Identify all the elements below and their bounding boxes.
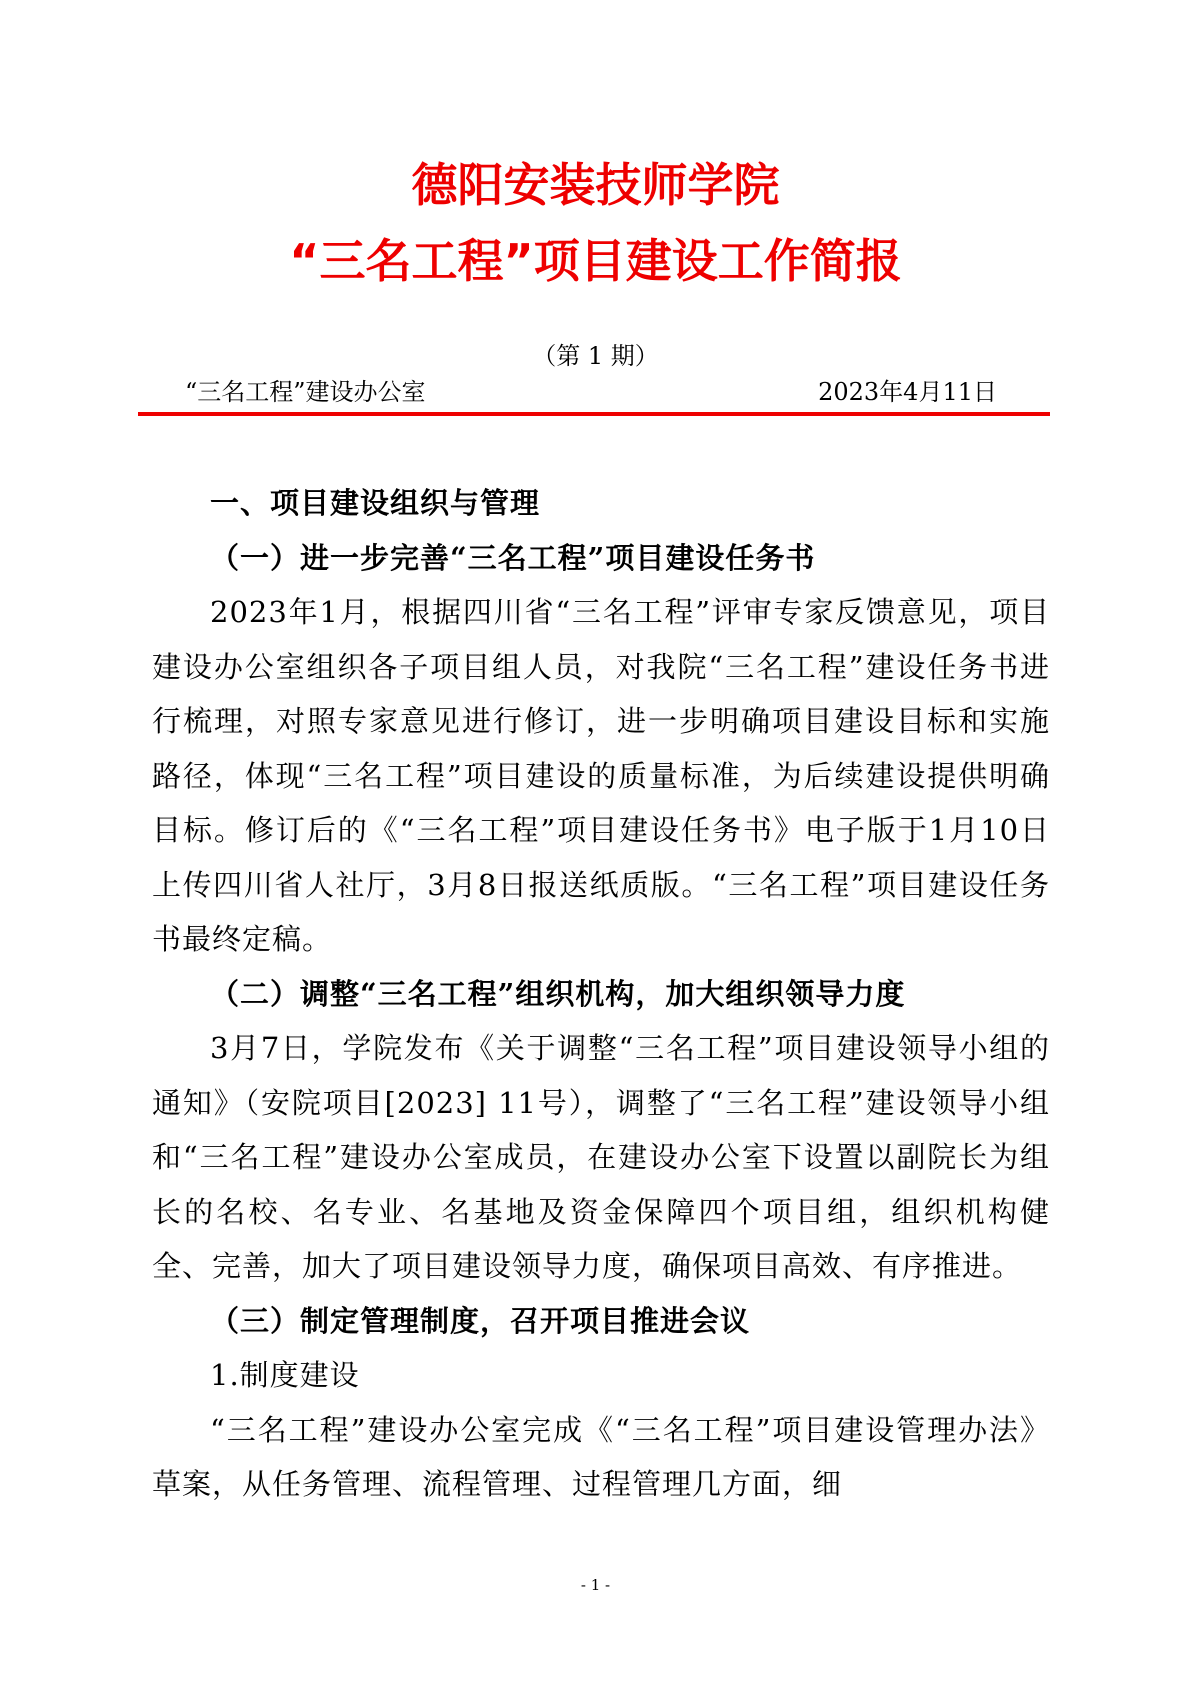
subsection-heading: （二）调整“三名工程”组织机构，加大组织领导力度: [210, 976, 906, 1011]
section-heading: 一、项目建设组织与管理: [210, 486, 541, 520]
document-subtitle: “三名工程”项目建设工作简报: [289, 234, 902, 288]
issue-date: 2023年4月11日: [818, 378, 997, 406]
document-title: 德阳安装技师学院: [411, 158, 780, 212]
item-heading: 1.制度建设: [210, 1358, 360, 1392]
document-body: [152, 476, 1050, 1512]
issue-number: （第 1 期）: [532, 342, 659, 370]
red-divider-line: [138, 412, 1050, 416]
paragraph: 2023年1月，根据四川省“三名工程”评审专家反馈意见，项目建设办公室组织各子项目组人员，对我院“三名工程”建设任务书进行梳理，对照专家意见进行修订，进一步明确项目建设目标和实施路径，体现“三名工程”项目建设的质量标准，为后续建设提供明确目标。修订后的《“三名工程”项目建设任务书》电子版于1月10日上传四川省人社厅，3月8日报送纸质版。“三名工程”项目建设任务书最终定稿。: [152, 595, 1050, 956]
paragraph: 3月7日，学院发布《关于调整“三名工程”项目建设领导小组的通知》（安院项目[2023] 11号），调整了“三名工程”建设领导小组和“三名工程”建设办公室成员，在建设办公室下设置以副院长为组长的名校、名专业、名基地及资金保障四个项目组，组织机构健全、完善，加大了项目建设领导力度，确保项目高效、有序推进。: [152, 1031, 1050, 1283]
page-number: - 1 -: [580, 1576, 611, 1594]
subsection-heading: （三）制定管理制度，召开项目推进会议: [210, 1303, 751, 1338]
paragraph: “三名工程”建设办公室完成《“三名工程”项目建设管理办法》草案，从任务管理、流程管理、过程管理几方面，细: [152, 1412, 1050, 1501]
issuing-office: “三名工程”建设办公室: [185, 378, 426, 406]
subsection-heading: （一）进一步完善“三名工程”项目建设任务书: [210, 540, 816, 575]
